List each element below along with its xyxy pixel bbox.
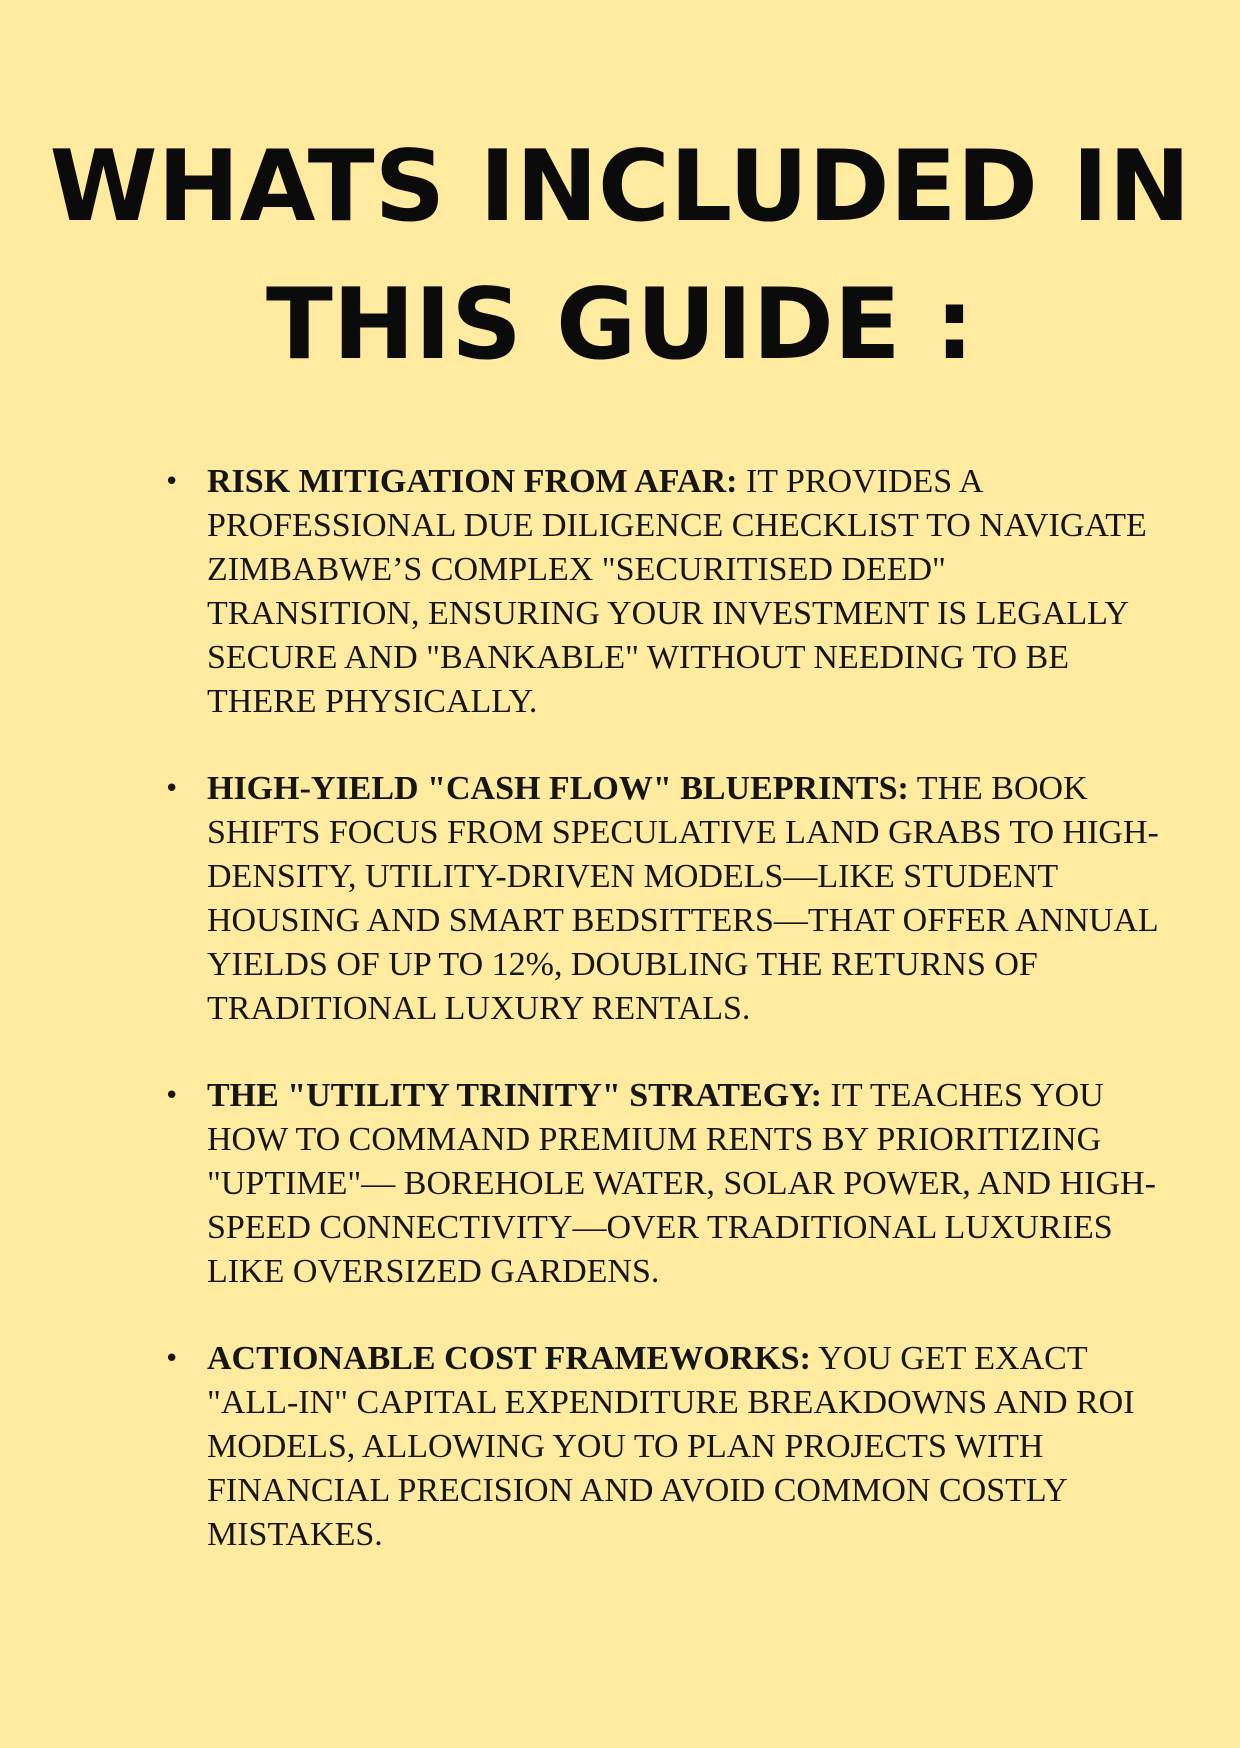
item-heading: HIGH-YIELD "CASH FLOW" BLUEPRINTS: <box>207 770 909 807</box>
list-item <box>160 767 1160 1031</box>
item-heading: RISK MITIGATION FROM AFAR: <box>207 463 738 500</box>
item-text: YOU GET EXACT "ALL-IN" CAPITAL EXPENDITURE BREAKDOWNS AND ROI MODELS, ALLOWING YOU TO PLAN PROJECTS WITH FINANCIAL PRECISION AND AVOID COMMON COSTLY MISTAKES. <box>207 1340 1135 1553</box>
list-item <box>160 460 1160 724</box>
item-text: IT TEACHES YOU HOW TO COMMAND PREMIUM RENTS BY PRIORITIZING "UPTIME"— BOREHOLE WATER, SOLAR POWER, AND HIGH-SPEED CONNECTIVITY—OVER TRADITIONAL LUXURIES LIKE OVERSIZED GARDENS. <box>207 1077 1156 1290</box>
bullet-icon: • <box>164 1344 180 1374</box>
item-heading: THE "UTILITY TRINITY" STRATEGY: <box>207 1077 822 1114</box>
title-line-2: THIS GUIDE : <box>265 268 975 382</box>
bullet-icon: • <box>164 1081 180 1111</box>
item-heading: ACTIONABLE COST FRAMEWORKS: <box>207 1340 811 1377</box>
list-item <box>160 1074 1160 1294</box>
item-text: IT PROVIDES A PROFESSIONAL DUE DILIGENCE CHECKLIST TO NAVIGATE ZIMBABWE’S COMPLEX "SECURITISED DEED" TRANSITION, ENSURING YOUR INVESTMENT IS LEGALLY SECURE AND "BANKABLE" WITHOUT NEEDING TO BE THERE PHYSICALLY. <box>207 463 1147 720</box>
item-text: THE BOOK SHIFTS FOCUS FROM SPECULATIVE LAND GRABS TO HIGH-DENSITY, UTILITY-DRIVEN MODELS—LIKE STUDENT HOUSING AND SMART BEDSITTERS—THAT OFFER ANNUAL YIELDS OF UP TO 12%, DOUBLING THE RETURNS OF TRADITIONAL LUXURY RENTALS. <box>207 770 1159 1027</box>
list-item <box>160 1337 1160 1557</box>
bullet-icon: • <box>164 774 180 804</box>
title-line-1: WHATS INCLUDED IN <box>49 130 1191 244</box>
bullet-icon: • <box>164 467 180 497</box>
features-list <box>160 460 1160 1600</box>
page-title <box>40 118 1200 394</box>
